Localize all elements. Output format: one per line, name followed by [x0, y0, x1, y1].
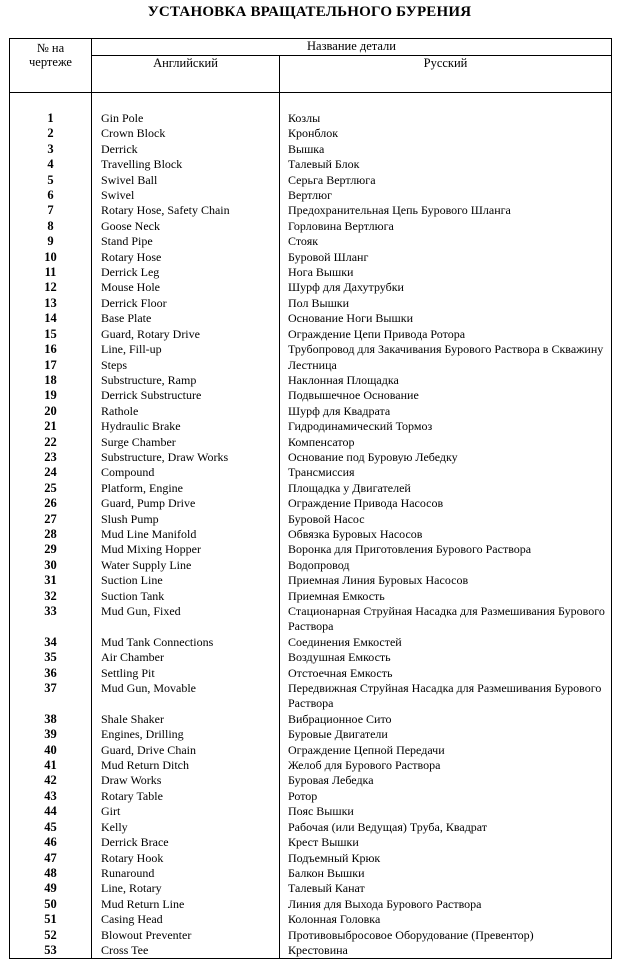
drawing-number: 35	[10, 650, 92, 665]
russian-name: Буровая Лебедка	[280, 773, 612, 788]
russian-name: Площадка у Двигателей	[280, 481, 612, 496]
table-row	[10, 758, 612, 773]
english-name: Mud Return Line	[92, 897, 280, 912]
russian-name: Воронка для Приготовления Бурового Раствора	[280, 542, 612, 557]
english-name: Kelly	[92, 820, 280, 835]
english-name: Mud Tank Connections	[92, 635, 280, 650]
drawing-number: 50	[10, 897, 92, 912]
english-name: Engines, Drilling	[92, 727, 280, 742]
russian-name: Предохранительная Цепь Бурового Шланга	[280, 203, 612, 218]
table-row	[10, 650, 612, 665]
english-name: Derrick Leg	[92, 265, 280, 280]
table-row	[10, 897, 612, 912]
drawing-number: 37	[10, 681, 92, 712]
russian-name: Серьга Вертлюга	[280, 173, 612, 188]
table-row	[10, 388, 612, 403]
drawing-number: 6	[10, 188, 92, 203]
table-row	[10, 358, 612, 373]
english-name: Slush Pump	[92, 512, 280, 527]
russian-name: Горловина Вертлюга	[280, 219, 612, 234]
russian-name: Крест Вышки	[280, 835, 612, 850]
table-row	[10, 496, 612, 511]
russian-name: Лестница	[280, 358, 612, 373]
drawing-number: 22	[10, 435, 92, 450]
english-name: Casing Head	[92, 912, 280, 927]
russian-name: Обвязка Буровых Насосов	[280, 527, 612, 542]
english-name: Derrick Floor	[92, 296, 280, 311]
table-row	[10, 773, 612, 788]
parts-table-container	[9, 38, 611, 959]
english-name: Draw Works	[92, 773, 280, 788]
table-body	[10, 93, 612, 959]
table-row	[10, 419, 612, 434]
drawing-number: 20	[10, 404, 92, 419]
russian-name: Стационарная Струйная Насадка для Размешивания Бурового Раствора	[280, 604, 612, 635]
table-row	[10, 712, 612, 727]
english-name: Girt	[92, 804, 280, 819]
table-row	[10, 157, 612, 172]
drawing-number: 32	[10, 589, 92, 604]
drawing-number: 3	[10, 142, 92, 157]
russian-name: Отстоечная Емкость	[280, 666, 612, 681]
russian-name: Передвижная Струйная Насадка для Размешивания Бурового Раствора	[280, 681, 612, 712]
table-row	[10, 311, 612, 326]
table-row	[10, 327, 612, 342]
english-name: Derrick	[92, 142, 280, 157]
english-name: Rotary Hose	[92, 250, 280, 265]
table-row	[10, 743, 612, 758]
english-name: Platform, Engine	[92, 481, 280, 496]
russian-name: Ограждение Цепи Привода Ротора	[280, 327, 612, 342]
russian-name: Буровые Двигатели	[280, 727, 612, 742]
russian-name: Шурф для Дахутрубки	[280, 280, 612, 295]
drawing-number: 52	[10, 928, 92, 943]
english-name: Rotary Table	[92, 789, 280, 804]
english-name: Suction Tank	[92, 589, 280, 604]
russian-name: Балкон Вышки	[280, 866, 612, 881]
drawing-number: 47	[10, 851, 92, 866]
english-name: Mud Gun, Fixed	[92, 604, 280, 635]
drawing-number: 44	[10, 804, 92, 819]
russian-name: Талевый Канат	[280, 881, 612, 896]
russian-name: Ограждение Привода Насосов	[280, 496, 612, 511]
drawing-number: 1	[10, 93, 92, 127]
english-name: Derrick Substructure	[92, 388, 280, 403]
table-header	[10, 39, 612, 93]
table-row	[10, 666, 612, 681]
russian-name: Стояк	[280, 234, 612, 249]
english-name: Swivel	[92, 188, 280, 203]
table-row	[10, 93, 612, 127]
russian-name: Водопровод	[280, 558, 612, 573]
english-name: Settling Pit	[92, 666, 280, 681]
table-row	[10, 635, 612, 650]
drawing-number: 51	[10, 912, 92, 927]
russian-name: Подъемный Крюк	[280, 851, 612, 866]
english-name: Guard, Pump Drive	[92, 496, 280, 511]
english-name: Water Supply Line	[92, 558, 280, 573]
drawing-number: 8	[10, 219, 92, 234]
table-row	[10, 188, 612, 203]
drawing-number: 36	[10, 666, 92, 681]
drawing-number: 28	[10, 527, 92, 542]
header-russian: Русский	[280, 56, 612, 93]
drawing-number: 11	[10, 265, 92, 280]
table-row	[10, 881, 612, 896]
table-row	[10, 173, 612, 188]
english-name: Mud Return Ditch	[92, 758, 280, 773]
russian-name: Наклонная Площадка	[280, 373, 612, 388]
table-row	[10, 373, 612, 388]
drawing-number: 45	[10, 820, 92, 835]
english-name: Line, Fill-up	[92, 342, 280, 357]
russian-name: Ограждение Цепной Передачи	[280, 743, 612, 758]
english-name: Derrick Brace	[92, 835, 280, 850]
drawing-number: 26	[10, 496, 92, 511]
russian-name: Ротор	[280, 789, 612, 804]
drawing-number: 9	[10, 234, 92, 249]
header-english: Английский	[92, 56, 280, 93]
english-name: Crown Block	[92, 126, 280, 141]
russian-name: Крестовина	[280, 943, 612, 959]
russian-name: Трансмиссия	[280, 465, 612, 480]
english-name: Mud Mixing Hopper	[92, 542, 280, 557]
drawing-number: 23	[10, 450, 92, 465]
drawing-number: 5	[10, 173, 92, 188]
table-row	[10, 265, 612, 280]
table-row	[10, 681, 612, 712]
drawing-number: 18	[10, 373, 92, 388]
table-row	[10, 126, 612, 141]
english-name: Air Chamber	[92, 650, 280, 665]
table-row	[10, 727, 612, 742]
table-row	[10, 250, 612, 265]
russian-name: Кронблок	[280, 126, 612, 141]
russian-name: Основание под Буровую Лебедку	[280, 450, 612, 465]
table-row	[10, 558, 612, 573]
table-row	[10, 280, 612, 295]
russian-name: Шурф для Квадрата	[280, 404, 612, 419]
drawing-number: 31	[10, 573, 92, 588]
english-name: Steps	[92, 358, 280, 373]
drawing-number: 30	[10, 558, 92, 573]
table-row	[10, 804, 612, 819]
table-row	[10, 789, 612, 804]
english-name: Shale Shaker	[92, 712, 280, 727]
drawing-number: 21	[10, 419, 92, 434]
english-name: Suction Line	[92, 573, 280, 588]
table-row	[10, 851, 612, 866]
drawing-number: 12	[10, 280, 92, 295]
drawing-number: 24	[10, 465, 92, 480]
drawing-number: 7	[10, 203, 92, 218]
english-name: Compound	[92, 465, 280, 480]
russian-name: Нога Вышки	[280, 265, 612, 280]
table-row	[10, 465, 612, 480]
drawing-number: 25	[10, 481, 92, 496]
english-name: Goose Neck	[92, 219, 280, 234]
table-row	[10, 142, 612, 157]
russian-name: Козлы	[280, 93, 612, 127]
table-row	[10, 835, 612, 850]
drawing-number: 48	[10, 866, 92, 881]
drawing-number: 14	[10, 311, 92, 326]
table-row	[10, 542, 612, 557]
table-row	[10, 573, 612, 588]
drawing-number: 19	[10, 388, 92, 403]
english-name: Substructure, Draw Works	[92, 450, 280, 465]
drawing-number: 34	[10, 635, 92, 650]
russian-name: Колонная Головка	[280, 912, 612, 927]
english-name: Guard, Rotary Drive	[92, 327, 280, 342]
table-row	[10, 296, 612, 311]
drawing-number: 16	[10, 342, 92, 357]
drawing-number: 40	[10, 743, 92, 758]
table-row	[10, 450, 612, 465]
header-number-line2: чертеже	[29, 55, 72, 69]
drawing-number: 33	[10, 604, 92, 635]
drawing-number: 10	[10, 250, 92, 265]
drawing-number: 53	[10, 943, 92, 959]
table-row	[10, 912, 612, 927]
russian-name: Буровой Шланг	[280, 250, 612, 265]
english-name: Travelling Block	[92, 157, 280, 172]
russian-name: Вибрационное Сито	[280, 712, 612, 727]
english-name: Line, Rotary	[92, 881, 280, 896]
english-name: Swivel Ball	[92, 173, 280, 188]
table-row	[10, 234, 612, 249]
english-name: Mud Gun, Movable	[92, 681, 280, 712]
russian-name: Трубопровод для Закачивания Бурового Раствора в Скважину	[280, 342, 612, 357]
russian-name: Желоб для Бурового Раствора	[280, 758, 612, 773]
table-row	[10, 589, 612, 604]
parts-table	[9, 38, 612, 959]
russian-name: Талевый Блок	[280, 157, 612, 172]
russian-name: Воздушная Емкость	[280, 650, 612, 665]
russian-name: Компенсатор	[280, 435, 612, 450]
russian-name: Пол Вышки	[280, 296, 612, 311]
header-drawing-number	[10, 39, 92, 93]
english-name: Stand Pipe	[92, 234, 280, 249]
drawing-number: 4	[10, 157, 92, 172]
russian-name: Линия для Выхода Бурового Раствора	[280, 897, 612, 912]
header-number-line1: № на	[36, 41, 65, 55]
russian-name: Соединения Емкостей	[280, 635, 612, 650]
english-name: Hydraulic Brake	[92, 419, 280, 434]
russian-name: Пояс Вышки	[280, 804, 612, 819]
russian-name: Рабочая (или Ведущая) Труба, Квадрат	[280, 820, 612, 835]
table-row	[10, 820, 612, 835]
header-part-name: Название детали	[92, 39, 612, 56]
english-name: Base Plate	[92, 311, 280, 326]
drawing-number: 43	[10, 789, 92, 804]
table-row	[10, 943, 612, 959]
english-name: Rathole	[92, 404, 280, 419]
russian-name: Противовыбросовое Оборудование (Превентор)	[280, 928, 612, 943]
table-row	[10, 435, 612, 450]
english-name: Blowout Preventer	[92, 928, 280, 943]
table-row	[10, 866, 612, 881]
drawing-number: 17	[10, 358, 92, 373]
page-title: УСТАНОВКА ВРАЩАТЕЛЬНОГО БУРЕНИЯ	[147, 4, 472, 20]
russian-name: Гидродинамический Тормоз	[280, 419, 612, 434]
russian-name: Подвышечное Основание	[280, 388, 612, 403]
table-row	[10, 219, 612, 234]
russian-name: Основание Ноги Вышки	[280, 311, 612, 326]
table-row	[10, 527, 612, 542]
english-name: Guard, Drive Chain	[92, 743, 280, 758]
russian-name: Буровой Насос	[280, 512, 612, 527]
english-name: Mouse Hole	[92, 280, 280, 295]
table-row	[10, 928, 612, 943]
english-name: Surge Chamber	[92, 435, 280, 450]
table-row	[10, 481, 612, 496]
drawing-number: 38	[10, 712, 92, 727]
english-name: Gin Pole	[92, 93, 280, 127]
drawing-number: 2	[10, 126, 92, 141]
table-row	[10, 342, 612, 357]
drawing-number: 39	[10, 727, 92, 742]
drawing-number: 46	[10, 835, 92, 850]
russian-name: Вышка	[280, 142, 612, 157]
drawing-number: 27	[10, 512, 92, 527]
drawing-number: 41	[10, 758, 92, 773]
table-row	[10, 512, 612, 527]
english-name: Runaround	[92, 866, 280, 881]
drawing-number: 13	[10, 296, 92, 311]
english-name: Substructure, Ramp	[92, 373, 280, 388]
russian-name: Приемная Емкость	[280, 589, 612, 604]
english-name: Rotary Hose, Safety Chain	[92, 203, 280, 218]
table-row	[10, 203, 612, 218]
english-name: Mud Line Manifold	[92, 527, 280, 542]
english-name: Rotary Hook	[92, 851, 280, 866]
table-row	[10, 604, 612, 635]
drawing-number: 29	[10, 542, 92, 557]
drawing-number: 42	[10, 773, 92, 788]
russian-name: Приемная Линия Буровых Насосов	[280, 573, 612, 588]
table-row	[10, 404, 612, 419]
english-name: Cross Tee	[92, 943, 280, 959]
drawing-number: 49	[10, 881, 92, 896]
russian-name: Вертлюг	[280, 188, 612, 203]
drawing-number: 15	[10, 327, 92, 342]
